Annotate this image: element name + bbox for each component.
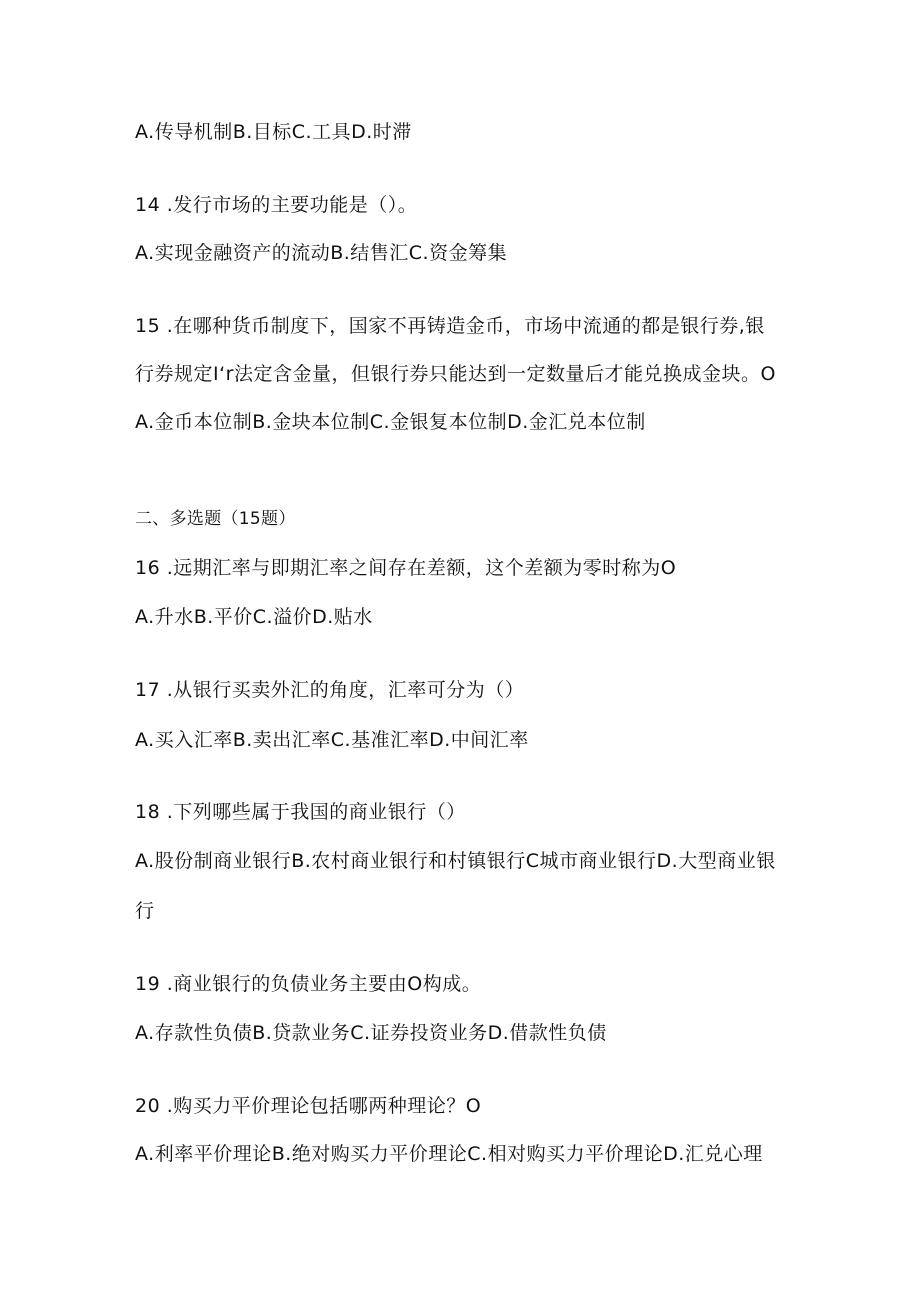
section-heading: 二、多选题（15题）: [135, 509, 296, 529]
q14-options: A.实现金融资产的流动B.结售汇C.资金筹集: [135, 242, 508, 264]
q15-options: A.金币本位制B.金块本位制C.金银复本位制D.金汇兑本位制: [135, 411, 646, 433]
q14-stem: 14 .发行市场的主要功能是（）。: [135, 194, 418, 216]
q16-stem: 16 .远期汇率与即期汇率之间存在差额，这个差额为零时称为O: [135, 557, 677, 579]
q18-options-line1: A.股份制商业银行B.农村商业银行和村镇银行C城市商业银行D.大型商业银: [135, 850, 776, 872]
q15-stem-line1: 15 .在哪种货币制度下，国家不再铸造金币，市场中流通的都是银行券,银: [135, 315, 765, 337]
q13-options: A.传导机制B.目标C.工具D.时滞: [135, 121, 412, 143]
q16-options: A.升水B.平价C.溢价D.贴水: [135, 606, 373, 628]
q19-stem: 19 .商业银行的负债业务主要由O构成。: [135, 973, 482, 995]
q17-stem: 17 .从银行买卖外汇的角度，汇率可分为（）: [135, 679, 525, 701]
q20-stem: 20 .购买力平价理论包括哪两种理论？O: [135, 1095, 482, 1117]
q18-options-line2: 行: [135, 900, 155, 922]
q17-options: A.买入汇率B.卖出汇率C.基准汇率D.中间汇率: [135, 729, 529, 751]
q15-stem-line2: 行券规定I‘r法定含金量，但银行券只能达到一定数量后才能兑换成金块。O: [135, 363, 776, 385]
q20-options: A.利率平价理论B.绝对购买力平价理论C.相对购买力平价理论D.汇兑心理: [135, 1143, 763, 1165]
q19-options: A.存款性负债B.贷款业务C.证券投资业务D.借款性负债: [135, 1022, 607, 1044]
q18-stem: 18 .下列哪些属于我国的商业银行（）: [135, 801, 466, 823]
